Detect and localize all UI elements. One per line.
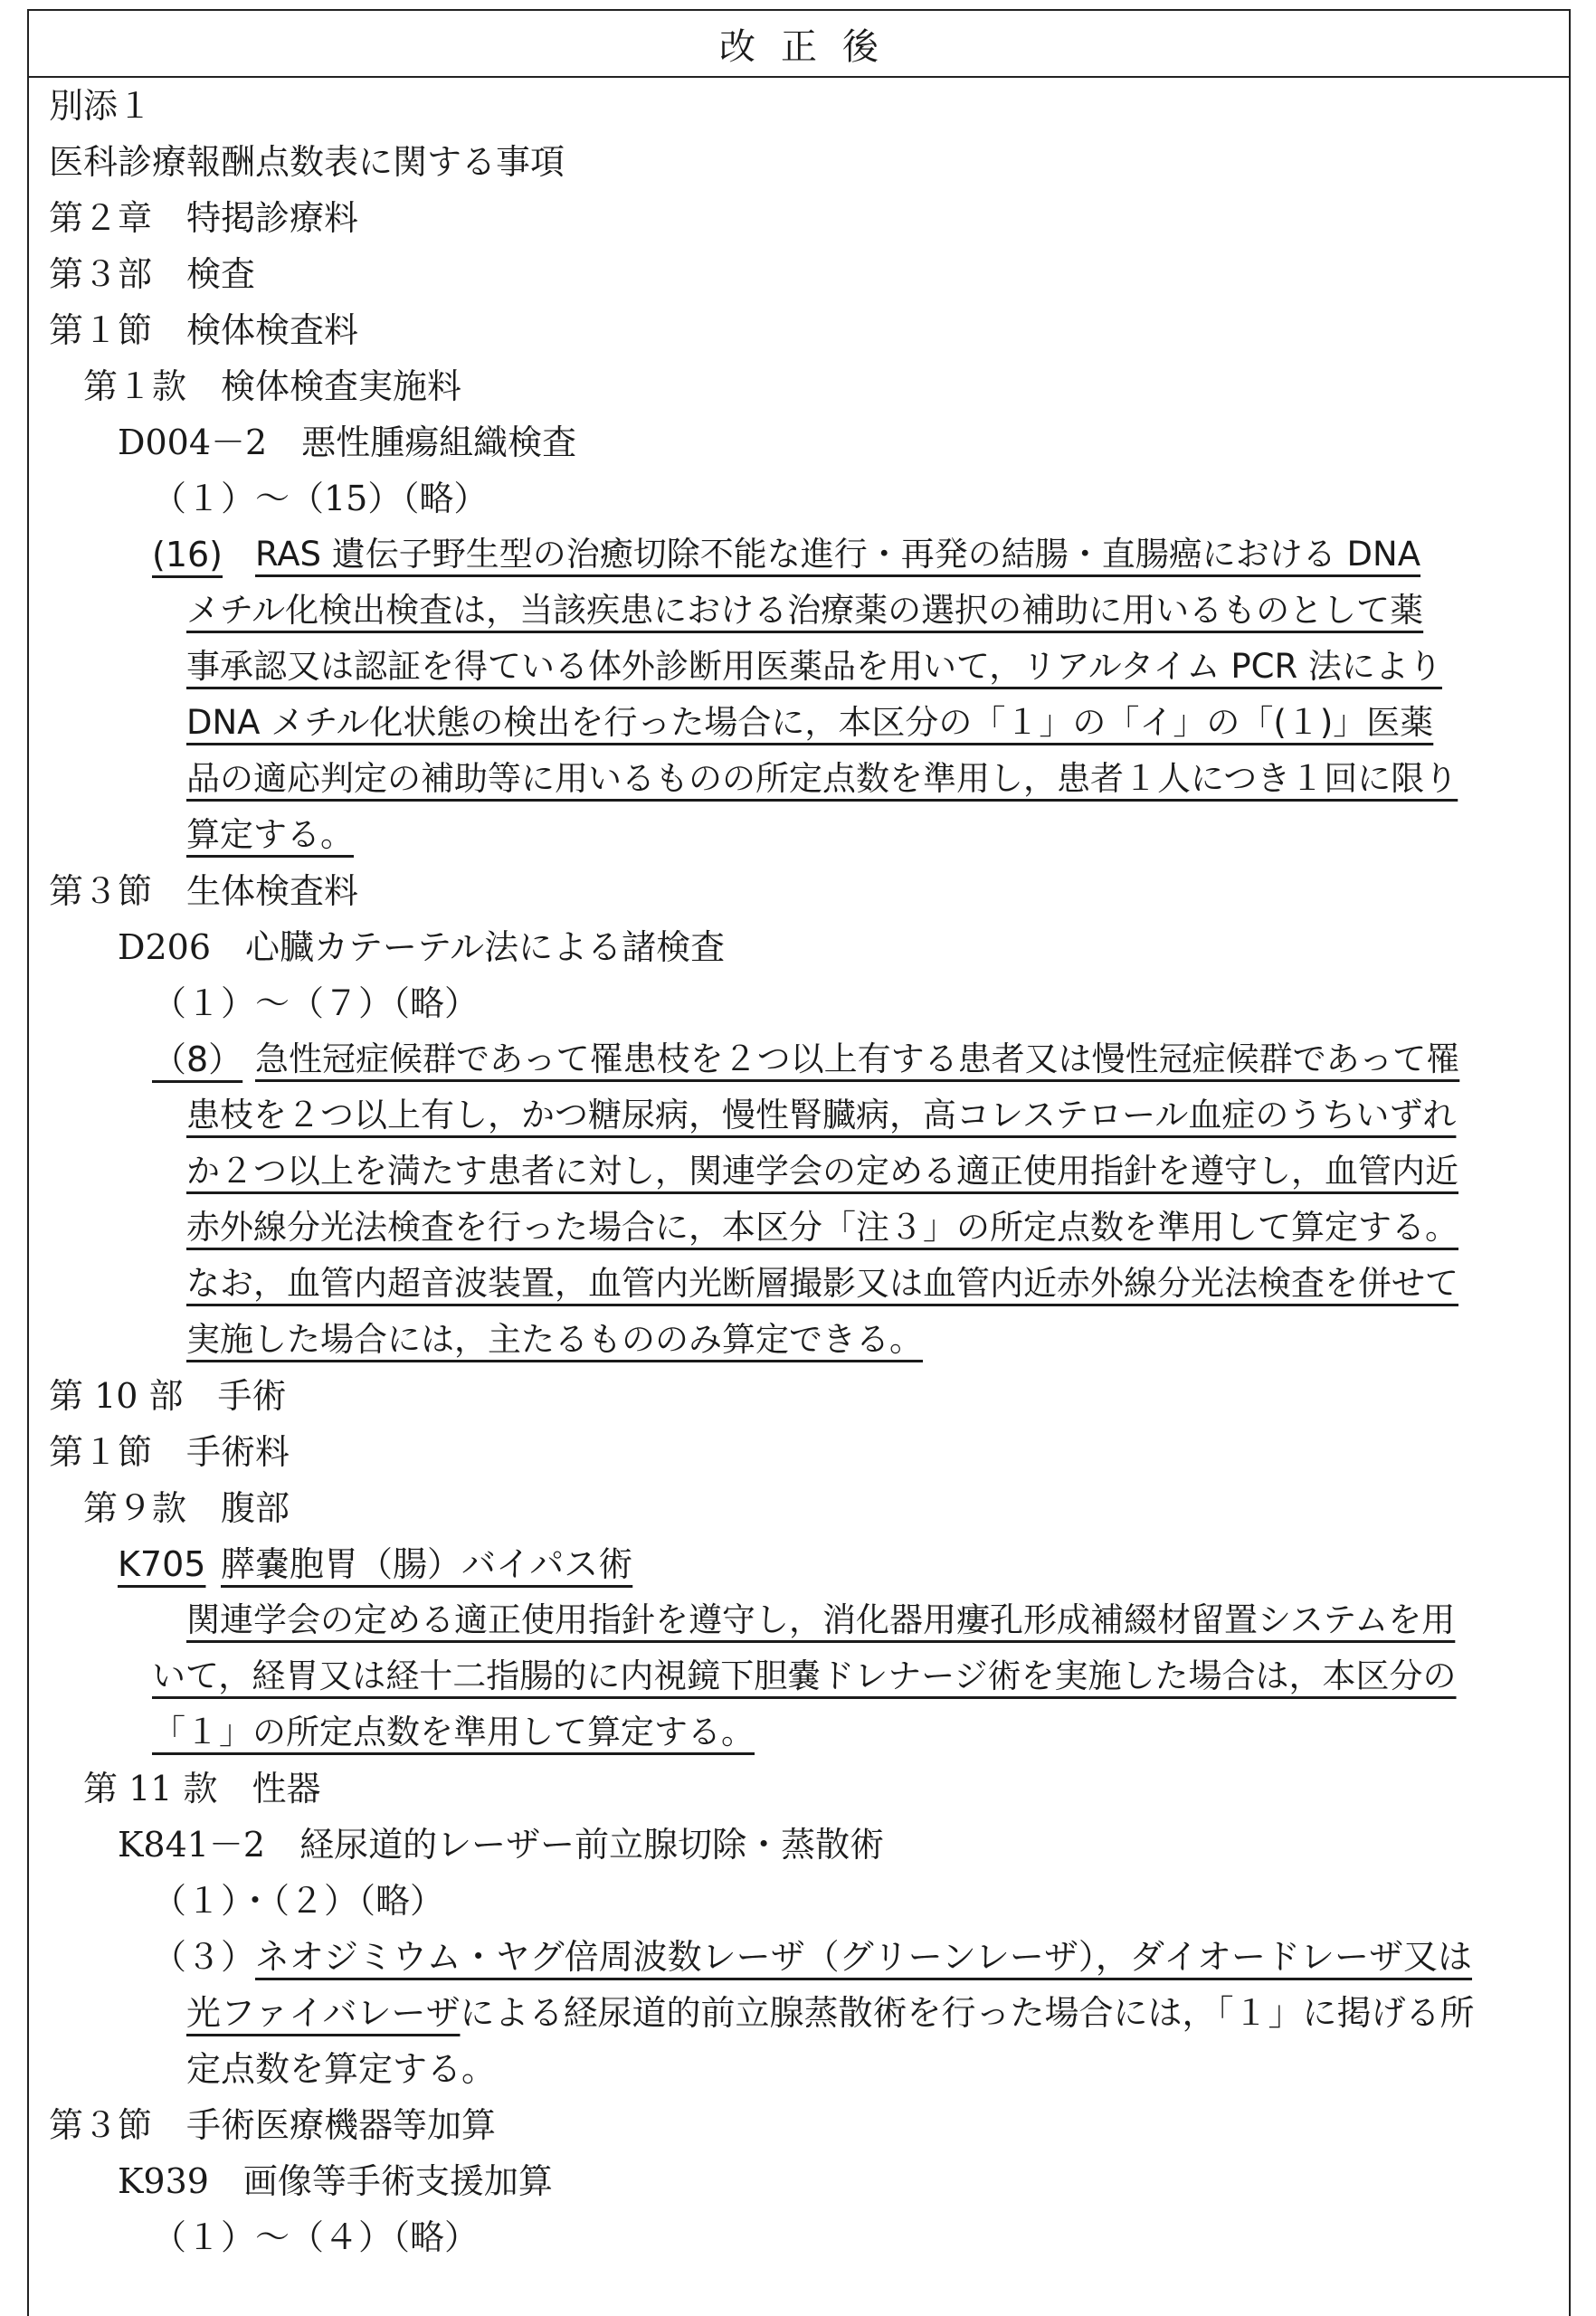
k705-line: 「１」の所定点数を準用して算定する。 — [152, 1713, 755, 1751]
chapter-heading: 第２章 特掲診療料 — [49, 198, 359, 238]
code-heading-k939: K939 画像等手術支援加算 — [118, 2161, 553, 2201]
clause-16-line: 算定する。 — [186, 815, 354, 854]
annex-label: 別添１ — [49, 86, 153, 126]
clause-16-line: 品の適応判定の補助等に用いるものの所定点数を準用し，患者１人につき１回に限り — [186, 759, 1458, 798]
code-heading-d206: D206 心臓カテーテル法による諸検査 — [118, 927, 726, 967]
section-heading: 第３節 手術医療機器等加算 — [49, 2105, 497, 2145]
item-heading: 第１款 検体検査実施料 — [83, 366, 462, 406]
code-heading-d004: D004－2 悪性腫瘍組織検査 — [118, 422, 577, 462]
clause-number-16: (16) — [152, 535, 223, 574]
clause-3-line-b — [186, 1985, 1475, 2041]
code-k705: K705 — [118, 1544, 206, 1584]
clause-8-body — [186, 1087, 1549, 1368]
k705-line: いて，経胃又は経十二指腸的に内視鏡下胆嚢ドレナージ術を実施した場合は，本区分の — [152, 1656, 1457, 1695]
clause-16-first-line — [255, 527, 1549, 583]
code-k705-name: 膵嚢胞胃（腸）バイパス術 — [221, 1544, 633, 1584]
clause-number-3: （３） — [152, 1937, 256, 1977]
part-heading: 第 10 部 手術 — [49, 1376, 287, 1416]
clause-8-line: か２つ以上を満たす患者に対し，関連学会の定める適正使用指針を遵守し，血管内近 — [186, 1152, 1458, 1191]
clause-3-line-c: 定点数を算定する。 — [186, 2049, 497, 2089]
omitted-items: （１）～（15）（略） — [152, 479, 489, 518]
clause-number-8: （8） — [152, 1039, 243, 1079]
clause-3-text: による経尿道的前立腺蒸散術を行った場合には，「１」に掲げる所 — [460, 1993, 1475, 2033]
item-heading: 第９款 腹部 — [83, 1488, 290, 1528]
clause-8-line: 患枝を２つ以上有し，かつ糖尿病，慢性腎臓病，高コレステロール血症のうちいずれ — [186, 1096, 1457, 1134]
clause-8-line: なお，血管内超音波装置，血管内光断層撮影又は血管内近赤外線分光法検査を併せて — [186, 1264, 1458, 1303]
section-heading: 第３節 生体検査料 — [49, 871, 359, 911]
part-heading: 第３部 検査 — [49, 254, 256, 294]
item-heading: 第 11 款 性器 — [83, 1769, 321, 1808]
code-heading-k841: K841－2 経尿道的レーザー前立腺切除・蒸散術 — [118, 1825, 885, 1865]
k705-first-line — [186, 1592, 1549, 1648]
clause-8-first-line — [255, 1031, 1549, 1087]
section-heading: 第１節 手術料 — [49, 1432, 290, 1472]
clause-16-line: DNA メチル化状態の検出を行った場合に，本区分の「１」の「イ」の「(１)」医薬 — [186, 703, 1434, 742]
clause-8-line: 急性冠症候群であって罹患枝を２つ以上有する患者又は慢性冠症候群であって罹 — [255, 1039, 1460, 1078]
omitted-items: （１）～（７）（略） — [152, 983, 480, 1023]
clause-16-body — [186, 583, 1549, 863]
clause-8-line: 実施した場合には，主たるもののみ算定できる。 — [186, 1320, 923, 1359]
doc-title: 医科診療報酬点数表に関する事項 — [49, 142, 565, 182]
omitted-items: （１）・（２）（略） — [152, 1881, 445, 1921]
k705-body — [152, 1648, 1549, 1761]
document-sheet — [27, 9, 1571, 2316]
clause-8-line: 赤外線分光法検査を行った場合に，本区分「注３」の所定点数を準用して算定する。 — [186, 1208, 1458, 1247]
k705-line: 関連学会の定める適正使用指針を遵守し，消化器用瘻孔形成補綴材留置システムを用 — [186, 1600, 1456, 1639]
clause-16-line: メチル化検出検査は，当該疾患における治療薬の選択の補助に用いるものとして薬 — [186, 591, 1424, 630]
page-header: 改正後 — [29, 11, 1569, 78]
clause-16-line: RAS 遺伝子野生型の治癒切除不能な進行・再発の結腸・直腸癌における DNA — [255, 535, 1421, 574]
clause-3-amended-text: 光ファイバレーザ — [186, 1993, 461, 2033]
clause-16-line: 事承認又は認証を得ている体外診断用医薬品を用いて，リアルタイム PCR 法により — [186, 647, 1442, 686]
section-heading: 第１節 検体検査料 — [49, 310, 359, 350]
omitted-items: （１）～（４）（略） — [152, 2217, 480, 2257]
clause-3-line-a: ネオジミウム・ヤグ倍周波数レーザ（グリーンレーザ），ダイオードレーザ又は — [255, 1937, 1473, 1977]
